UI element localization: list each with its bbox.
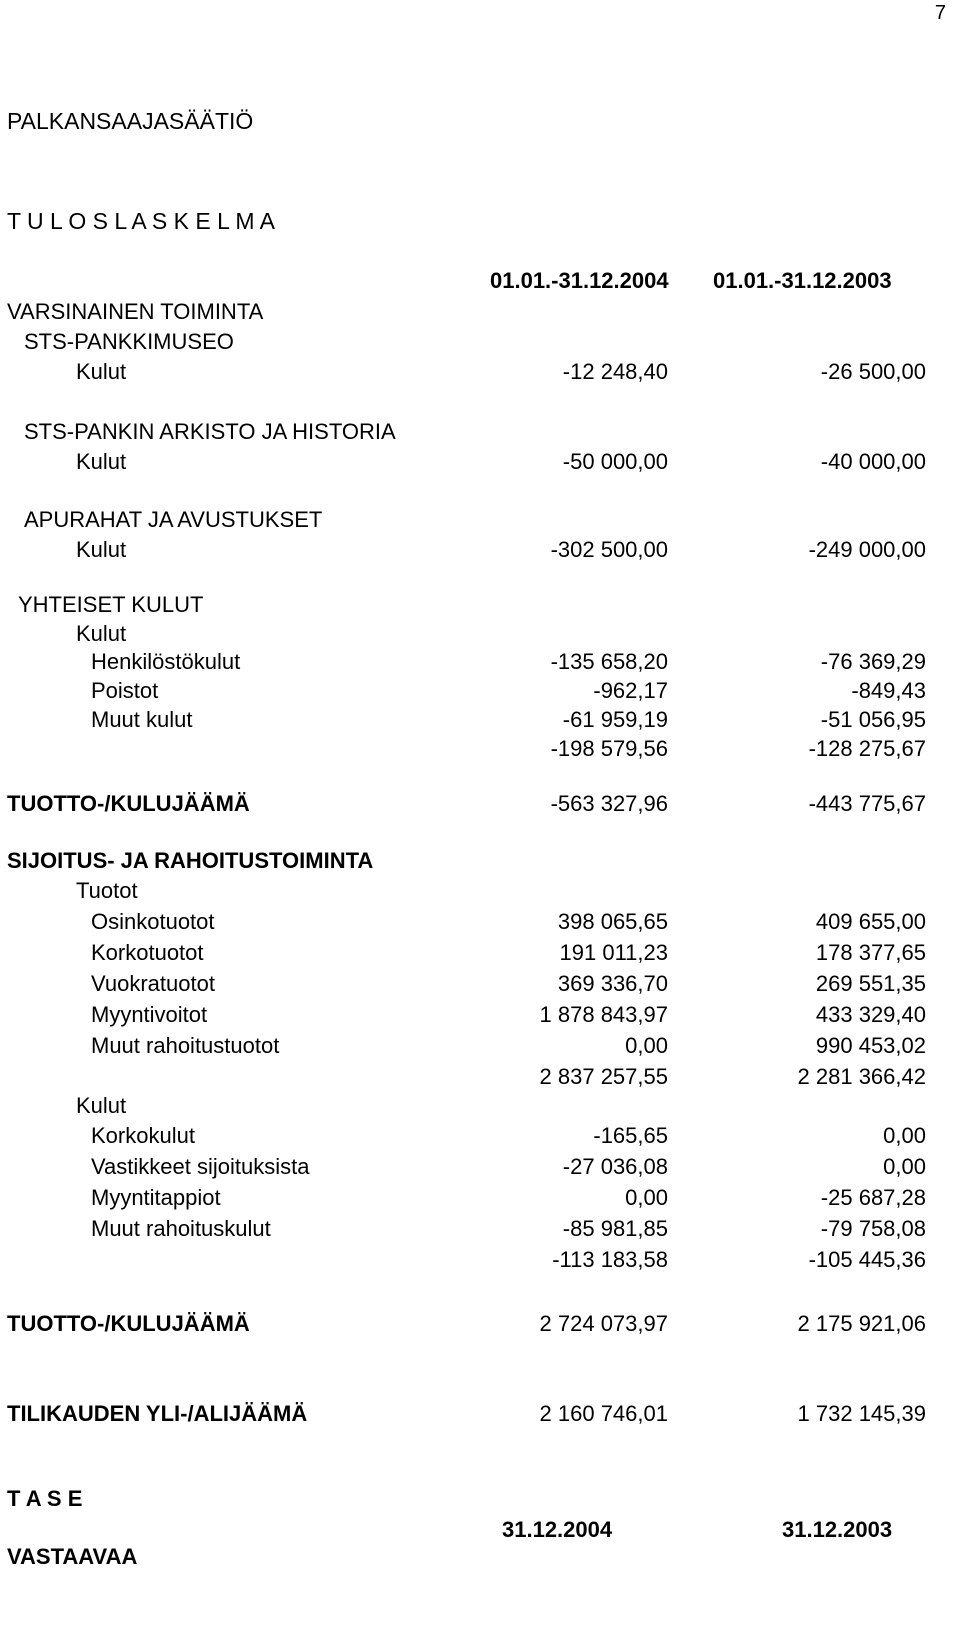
tuotot-row-2004: 1 878 843,97: [539, 1002, 668, 1027]
yhteiset-row-label: Muut kulut: [91, 707, 193, 732]
kulut-row-2003: -25 687,28: [820, 1185, 926, 1210]
yhteiset-row-2004: -962,17: [593, 678, 668, 703]
yhteiset-row-2003: -849,43: [851, 678, 926, 703]
tilikausi-label: TILIKAUDEN YLI-/ALIJÄÄMÄ: [7, 1401, 308, 1426]
kulut-heading: Kulut: [76, 1093, 127, 1118]
yhteiset-row-2004: -135 658,20: [550, 649, 668, 674]
tuotot-heading: Tuotot: [76, 878, 138, 903]
tuotot-row-label: Osinkotuotot: [91, 909, 215, 934]
tuotot-row-2003: 269 551,35: [815, 971, 926, 996]
kulut-row-2004: -85 981,85: [562, 1216, 668, 1241]
statement-title: T U L O S L A S K E L M A: [7, 208, 276, 234]
tuotot-row-2003: 178 377,65: [815, 940, 926, 965]
yhteiset-row-2004: -61 959,19: [562, 707, 668, 732]
kulut-row-label: Korkokulut: [91, 1123, 195, 1148]
kulut-row-label: Vastikkeet sijoituksista: [91, 1154, 310, 1179]
yhteiset-kulut-label: Kulut: [76, 621, 127, 646]
apurahat-heading: APURAHAT JA AVUSTUKSET: [24, 507, 323, 532]
kulut-row-2004: -27 036,08: [562, 1154, 668, 1179]
tase-date-2003: 31.12.2003: [782, 1517, 893, 1542]
yhteiset-row-label: Poistot: [91, 678, 159, 703]
yhteiset-row-2003: -51 056,95: [820, 707, 926, 732]
tuotot-row-2003: 990 453,02: [815, 1033, 926, 1058]
section-heading-sijoitus: SIJOITUS- JA RAHOITUSTOIMINTA: [7, 848, 374, 873]
yhteiset-heading: YHTEISET KULUT: [18, 592, 204, 617]
tuotot-row-2004: 369 336,70: [557, 971, 668, 996]
tase-date-2004: 31.12.2004: [502, 1517, 613, 1542]
yhteiset-row-label: Henkilöstökulut: [91, 649, 241, 674]
kulut-subtotal-2003: -105 445,36: [808, 1247, 926, 1272]
tuotot-row-label: Myyntivoitot: [91, 1002, 208, 1027]
yhteiset-subtotal-2004: -198 579,56: [550, 736, 668, 761]
tuotot-row-label: Muut rahoitustuotot: [91, 1033, 280, 1058]
organization-name: PALKANSAAJASÄÄTIÖ: [7, 108, 254, 134]
arkisto-kulut-2003: -40 000,00: [820, 449, 926, 474]
apurahat-kulut-2003: -249 000,00: [808, 537, 926, 562]
tilikausi-2003: 1 732 145,39: [797, 1401, 926, 1426]
page-number: 7: [934, 2, 946, 24]
result-sijoitus-2004: 2 724 073,97: [539, 1311, 668, 1336]
museo-kulut-label: Kulut: [76, 359, 127, 384]
tuotot-row-2004: 398 065,65: [557, 909, 668, 934]
kulut-row-2003: 0,00: [883, 1154, 926, 1179]
kulut-subtotal-2004: -113 183,58: [552, 1247, 668, 1272]
tuotot-row-2003: 409 655,00: [815, 909, 926, 934]
result-sijoitus-2003: 2 175 921,06: [797, 1311, 926, 1336]
kulut-row-2004: 0,00: [625, 1185, 668, 1210]
result-varsinainen-2004: -563 327,96: [550, 791, 668, 816]
museo-kulut-2003: -26 500,00: [820, 359, 926, 384]
tuotot-row-2003: 433 329,40: [815, 1002, 926, 1027]
tuotot-subtotal-2003: 2 281 366,42: [797, 1064, 926, 1089]
arkisto-heading: STS-PANKIN ARKISTO JA HISTORIA: [24, 419, 396, 444]
apurahat-kulut-label: Kulut: [76, 537, 127, 562]
museo-kulut-2004: -12 248,40: [562, 359, 668, 384]
tilikausi-2004: 2 160 746,01: [539, 1401, 668, 1426]
kulut-row-2004: -165,65: [593, 1123, 668, 1148]
result-label-varsinainen: TUOTTO-/KULUJÄÄMÄ: [7, 791, 250, 816]
tuotot-row-2004: 191 011,23: [559, 940, 668, 965]
arkisto-kulut-2004: -50 000,00: [562, 449, 668, 474]
kulut-row-2003: -79 758,08: [820, 1216, 926, 1241]
period-header-2003: 01.01.-31.12.2003: [713, 268, 892, 293]
tuotot-row-label: Vuokratuotot: [91, 971, 215, 996]
tuotot-row-label: Korkotuotot: [91, 940, 204, 965]
tase-title: T A S E: [7, 1486, 83, 1511]
result-label-sijoitus: TUOTTO-/KULUJÄÄMÄ: [7, 1311, 250, 1336]
apurahat-kulut-2004: -302 500,00: [550, 537, 668, 562]
arkisto-kulut-label: Kulut: [76, 449, 127, 474]
section-heading-varsinainen: VARSINAINEN TOIMINTA: [7, 299, 264, 324]
tuotot-row-2004: 0,00: [625, 1033, 668, 1058]
vastaavaa-heading: VASTAAVAA: [7, 1544, 138, 1569]
period-header-2004: 01.01.-31.12.2004: [490, 268, 669, 293]
museo-heading: STS-PANKKIMUSEO: [24, 329, 234, 354]
tuotot-subtotal-2004: 2 837 257,55: [539, 1064, 668, 1089]
kulut-row-label: Muut rahoituskulut: [91, 1216, 271, 1241]
yhteiset-subtotal-2003: -128 275,67: [808, 736, 926, 761]
kulut-row-label: Myyntitappiot: [91, 1185, 221, 1210]
result-varsinainen-2003: -443 775,67: [808, 791, 926, 816]
yhteiset-row-2003: -76 369,29: [820, 649, 926, 674]
kulut-row-2003: 0,00: [883, 1123, 926, 1148]
